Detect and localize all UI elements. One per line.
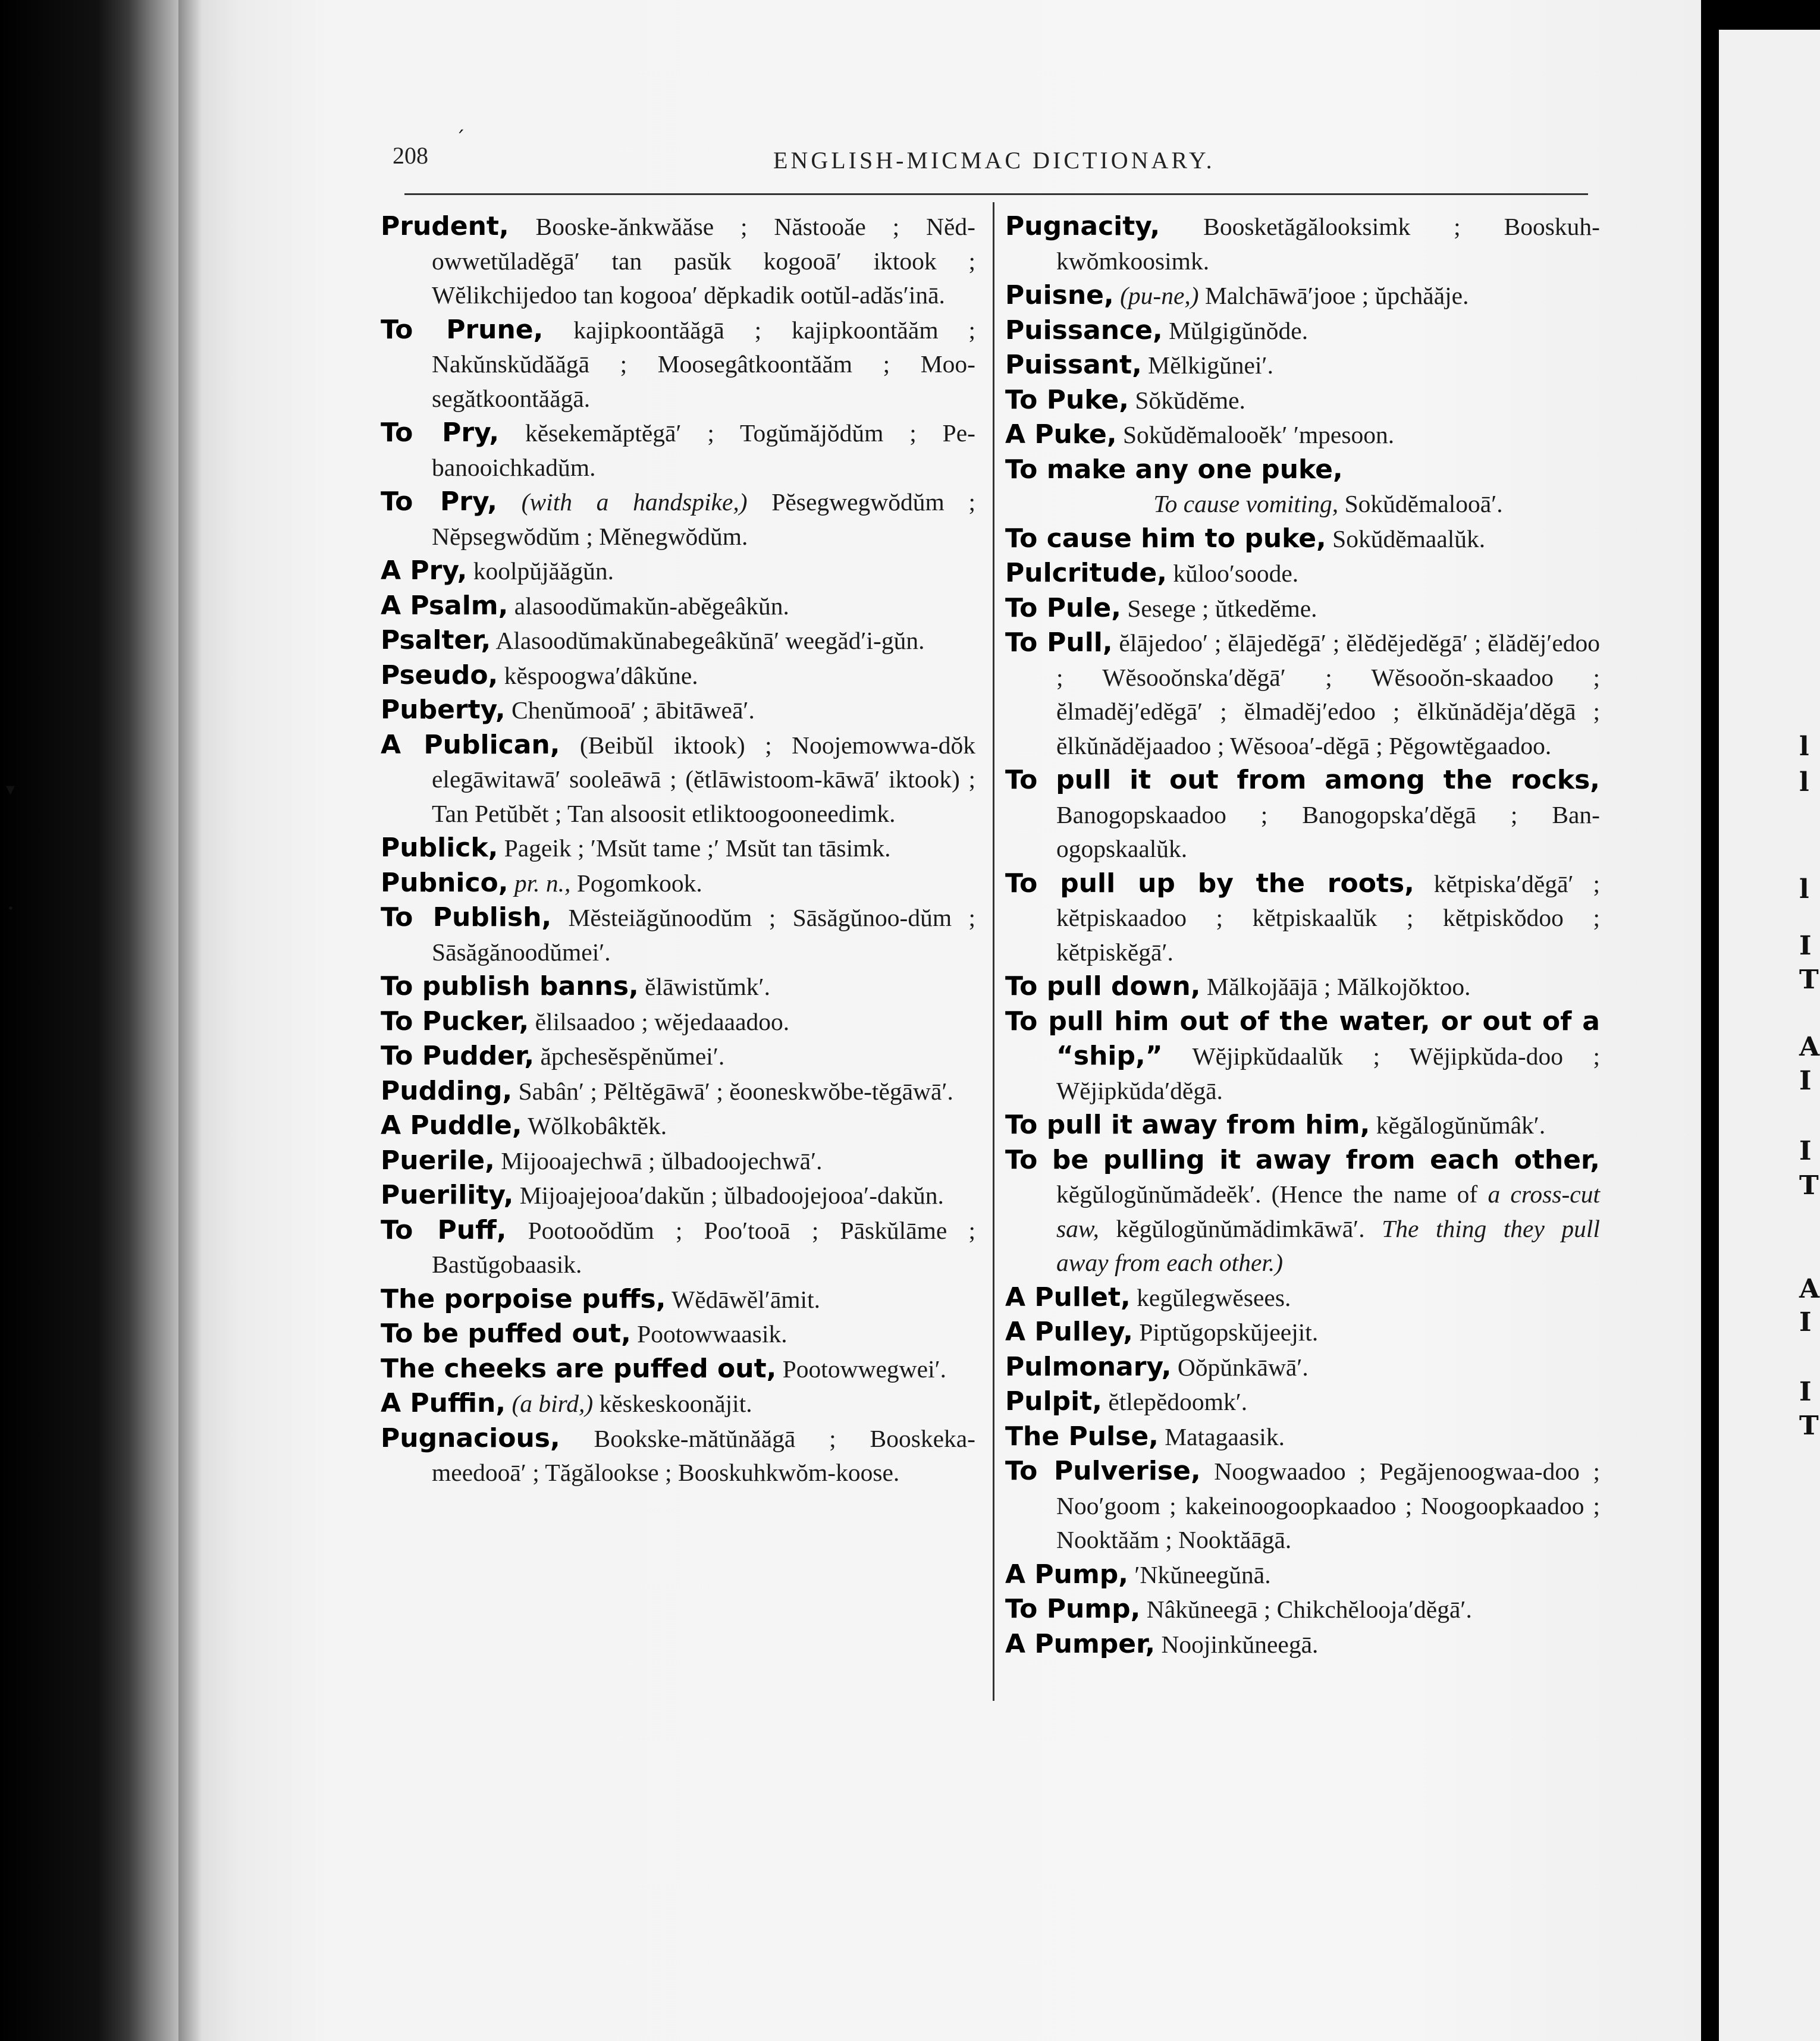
next-page-fragment: I bbox=[1799, 1136, 1812, 1166]
dictionary-entry bbox=[1005, 417, 1600, 453]
definition: Pootowwegwei′. bbox=[776, 1355, 947, 1383]
dictionary-entry bbox=[1005, 1384, 1600, 1420]
header-rule bbox=[404, 193, 1588, 195]
dictionary-entry bbox=[1005, 1350, 1600, 1385]
headword: To make any one puke, bbox=[1005, 454, 1343, 485]
next-page-fragment: l bbox=[1799, 767, 1809, 797]
next-page-fragment: A bbox=[1799, 1274, 1820, 1304]
headword: A Publican, bbox=[381, 729, 560, 760]
definition: Mĕsteiăgŭnoodŭm ; Sāsăgŭnoo-dŭm ; Sāsăgănoodŭmei′. bbox=[432, 904, 975, 966]
dictionary-entry bbox=[381, 623, 975, 658]
page-number: 208 bbox=[393, 142, 428, 169]
definition: Boosketăgălooksimk ; Booskuh-kwŏmkoosimk. bbox=[1056, 213, 1600, 275]
next-page-fragment: A bbox=[1799, 1032, 1820, 1062]
dictionary-entry bbox=[1005, 1280, 1600, 1315]
margin-speck: ▾ bbox=[6, 779, 15, 800]
page-header bbox=[393, 142, 1219, 177]
dictionary-entry bbox=[381, 866, 975, 901]
next-page-fragment: T bbox=[1799, 1411, 1819, 1441]
headword: To Pull, bbox=[1005, 627, 1113, 658]
dictionary-entry bbox=[381, 1317, 975, 1352]
dictionary-entry bbox=[381, 589, 975, 624]
definition: Sokŭdĕmalooā′. bbox=[1338, 490, 1503, 517]
next-page-fragment: l bbox=[1799, 874, 1809, 905]
definition: kegŭlegwĕsees. bbox=[1130, 1283, 1291, 1311]
definition: ĕlājedoo′ ; ĕlājedĕgā′ ; ĕlĕdĕjedĕgā′ ; ĕlădĕj′edoo ; Wĕsooŏnska′dĕgā′ ; Wĕsooŏn-skaadoo ; ĕlmadĕj′edĕgā′ ; ĕlmadĕj′edoo ; ĕlkŭnădĕja′dĕgā ; ĕlkŭnădĕjaadoo ; Wĕsooa′-dĕgā ; Pĕgowtĕgaadoo. bbox=[1056, 629, 1600, 759]
next-page-fragment: I bbox=[1799, 1307, 1812, 1337]
definition: kĕgŭlogŭnŭmădeĕk′. (Hence the name of bbox=[1056, 1180, 1478, 1208]
definition: Bookske-mătŭnăăgā ; Booskeka-meedooā′ ; Tăgălookse ; Booskuhkwŏm-koose. bbox=[432, 1424, 975, 1486]
headword: To Pry, bbox=[381, 486, 497, 517]
dictionary-entry bbox=[1005, 626, 1600, 763]
definition: ′Nkŭneegŭnā. bbox=[1128, 1560, 1271, 1588]
dictionary-entry bbox=[381, 728, 975, 831]
definition: Banogopskaadoo ; Banogopska′dĕgā ; Ban-ogopskaalŭk. bbox=[1056, 800, 1600, 862]
definition: Sŏkŭdĕme. bbox=[1128, 386, 1245, 414]
running-title: ENGLISH-MICMAC DICTIONARY. bbox=[773, 147, 1215, 174]
headword: A Puddle, bbox=[381, 1110, 522, 1141]
dictionary-entry bbox=[1005, 313, 1600, 348]
headword: To Prune, bbox=[381, 314, 544, 345]
dictionary-entry bbox=[1005, 1454, 1600, 1558]
definition: Mĕlkigŭnei′. bbox=[1141, 351, 1273, 379]
headword: Puerility, bbox=[381, 1180, 514, 1210]
definition: Sokŭdĕmalooĕk′ ′mpesoon. bbox=[1116, 421, 1395, 448]
headword: To Pucker, bbox=[381, 1006, 529, 1037]
headword: A Pry, bbox=[381, 555, 467, 586]
dictionary-entry bbox=[381, 1109, 975, 1144]
dictionary-entry bbox=[1005, 522, 1600, 557]
dictionary-entry bbox=[1005, 383, 1600, 418]
dictionary-entry bbox=[1005, 1108, 1600, 1143]
headword: Psalter, bbox=[381, 625, 491, 655]
dictionary-entry bbox=[381, 485, 975, 554]
next-page-fragment: I bbox=[1799, 1066, 1812, 1096]
definition: ăpchesĕspĕnŭmei′. bbox=[534, 1043, 725, 1070]
dictionary-entry bbox=[1005, 1627, 1600, 1662]
headword: To pull it out from among the rocks, bbox=[1005, 765, 1600, 795]
definition: Sabân′ ; Pĕltĕgāwā′ ; ĕooneskwŏbe-tĕgāwā′. bbox=[512, 1077, 953, 1105]
definition: Mălkojăājā ; Mălkojŏktoo. bbox=[1200, 973, 1471, 1000]
usage-note: The thing they pull away from each other.) bbox=[1056, 1214, 1600, 1276]
headword: A Pulley, bbox=[1005, 1317, 1133, 1347]
definition: Piptŭgopskŭjeejit. bbox=[1132, 1318, 1319, 1346]
definition: Malchāwā′jooe ; ŭpchăăje. bbox=[1198, 282, 1469, 309]
definition: Matagaasik. bbox=[1158, 1423, 1285, 1450]
next-page-fragment: l bbox=[1799, 731, 1809, 762]
headword: A Pumper, bbox=[1005, 1628, 1156, 1659]
dictionary-entry bbox=[381, 969, 975, 1004]
headword: Prudent, bbox=[381, 211, 509, 241]
dictionary-entry bbox=[381, 1386, 975, 1421]
dictionary-entry bbox=[1005, 866, 1600, 970]
headword: To pull him out of the water, or out of a “ship,” bbox=[1005, 1006, 1600, 1071]
page-crease-shadow bbox=[178, 0, 202, 2041]
right-column bbox=[1005, 209, 1600, 1662]
usage-note: To cause vomiting, bbox=[1153, 490, 1339, 517]
dictionary-entry bbox=[381, 1004, 975, 1040]
margin-speck: ´ bbox=[455, 127, 465, 151]
headword: To be puffed out, bbox=[381, 1318, 631, 1349]
dictionary-entry bbox=[381, 554, 975, 589]
definition: Mŭlgigŭnŏde. bbox=[1162, 316, 1308, 344]
usage-note: (with a handspike,) bbox=[497, 488, 748, 516]
definition: Alasoodŭmakŭnabegeâkŭnā′ weegăd′i-gŭn. bbox=[491, 627, 925, 654]
headword: To publish banns, bbox=[381, 971, 639, 1001]
definition: Sesege ; ŭtkedĕme. bbox=[1121, 594, 1317, 622]
dictionary-entry bbox=[381, 900, 975, 969]
definition: kajipkoontăăgā ; kajipkoontăăm ; Nakŭnskŭdăăgā ; Moosegâtkoontăăm ; Moo-segătkoontăăgā. bbox=[432, 316, 975, 412]
dictionary-entry bbox=[1005, 1004, 1600, 1109]
headword: Puissant, bbox=[1005, 350, 1142, 380]
dictionary-entry bbox=[1005, 969, 1600, 1004]
definition: Booske-ănkwăăse ; Năstooăe ; Nĕd-owwetŭladĕgā′ tan pasŭk kogooā′ iktook ; Wĕlikchijedoo tan kogooa′ dĕpkadik ootŭl-adăs′inā. bbox=[432, 213, 975, 309]
dictionary-entry bbox=[1005, 1143, 1600, 1280]
dictionary-entry bbox=[1005, 591, 1600, 626]
definition: Pĕsegwegwŏdŭm ; Nĕpsegwŏdŭm ; Mĕnegwŏdŭm. bbox=[432, 488, 975, 550]
dictionary-entry bbox=[381, 1144, 975, 1179]
usage-note: (a bird,) bbox=[506, 1390, 594, 1417]
headword: The Pulse, bbox=[1005, 1421, 1159, 1452]
definition: kĕskeskoonăjit. bbox=[593, 1390, 752, 1417]
dictionary-entry bbox=[1005, 1420, 1600, 1455]
dictionary-entry bbox=[381, 416, 975, 485]
dictionary-entry bbox=[1005, 1558, 1600, 1593]
headword: Pudding, bbox=[381, 1075, 513, 1106]
definition: Pootowwaasik. bbox=[630, 1320, 787, 1348]
headword: Puissance, bbox=[1005, 315, 1163, 346]
headword: To cause him to puke, bbox=[1005, 523, 1326, 554]
headword: To Pry, bbox=[381, 417, 500, 448]
dictionary-entry bbox=[381, 1282, 975, 1317]
headword: The cheeks are puffed out, bbox=[381, 1353, 777, 1384]
headword: A Pullet, bbox=[1005, 1282, 1131, 1312]
dictionary-entry bbox=[1005, 278, 1600, 313]
definition: (Beibŭl iktook) ; Noojemowwa-dŏk elegāwitawā′ sooleāwā ; (ĕtlāwistoom-kāwā′ iktook) ; Tan Petŭbĕt ; Tan alsoosit etliktoogooneedimk. bbox=[432, 731, 975, 827]
headword: To Pudder, bbox=[381, 1041, 535, 1071]
headword: To pull it away from him, bbox=[1005, 1110, 1370, 1140]
dictionary-entry bbox=[1005, 1315, 1600, 1350]
dictionary-entry bbox=[1005, 209, 1600, 278]
dictionary-entry bbox=[381, 1039, 975, 1074]
definition: Oŏpŭnkāwā′. bbox=[1171, 1353, 1308, 1381]
definition: Wĕdāwĕl′āmit. bbox=[666, 1285, 820, 1313]
next-page-fragment: T bbox=[1799, 1170, 1819, 1201]
definition: Wĕjipkŭdaalŭk ; Wĕjipkŭda-doo ; Wĕjipkŭda′dĕgā. bbox=[1056, 1043, 1600, 1104]
dictionary-entry bbox=[381, 313, 975, 416]
headword: To Pule, bbox=[1005, 592, 1121, 623]
definition: Noogwaadoo ; Pegăjenoogwaa-doo ; Noo′goom ; kakeinoogoopkaadoo ; Noogoopkaadoo ; Nooktăăm ; Nooktăāgā. bbox=[1056, 1458, 1600, 1553]
headword: A Puke, bbox=[1005, 419, 1117, 450]
margin-speck: • bbox=[7, 901, 14, 915]
definition: kĕspoogwa′dâkŭne. bbox=[498, 661, 698, 689]
headword: To Pump, bbox=[1005, 1594, 1141, 1624]
definition: Noojinkŭneegā. bbox=[1155, 1630, 1319, 1658]
dictionary-entry bbox=[381, 1352, 975, 1387]
dictionary-entry bbox=[1005, 453, 1600, 522]
definition: kĕtpiska′dĕgā′ ; kĕtpiskaadoo ; kĕtpiskaalŭk ; kĕtpiskŏdoo ; kĕtpiskĕgā′. bbox=[1056, 869, 1601, 966]
headword: Pugnacious, bbox=[381, 1423, 560, 1453]
definition: Wŏlkobâktĕk. bbox=[522, 1112, 667, 1139]
definition: Chenŭmooā′ ; ābitāweā′. bbox=[505, 696, 755, 724]
headword: Pseudo, bbox=[381, 660, 498, 690]
dictionary-entry bbox=[381, 658, 975, 693]
headword: To pull down, bbox=[1005, 971, 1201, 1001]
definition: kĕsekemăptĕgā′ ; Togŭmăjŏdŭm ; Pe-banooichkadŭm. bbox=[432, 419, 975, 481]
headword: To Publish, bbox=[381, 902, 552, 932]
headword: To Puff, bbox=[381, 1214, 507, 1245]
headword: To Puke, bbox=[1005, 384, 1129, 415]
headword: Puerile, bbox=[381, 1145, 495, 1176]
usage-note: pr. n., bbox=[508, 869, 571, 897]
definition: kĕgălogŭnŭmâk′. bbox=[1370, 1111, 1546, 1139]
headword: Pulcritude, bbox=[1005, 558, 1167, 588]
headword: The porpoise puffs, bbox=[381, 1283, 666, 1314]
headword: Pulmonary, bbox=[1005, 1351, 1172, 1382]
definition: Mijooajechwā ; ŭlbadoojechwā′. bbox=[494, 1147, 823, 1175]
headword: A Psalm, bbox=[381, 590, 509, 621]
usage-note: (pu-ne,) bbox=[1113, 282, 1199, 309]
headword: To pull up by the roots, bbox=[1005, 868, 1414, 899]
definition: Nâkŭneegā ; Chikchĕlooja′dĕgā′. bbox=[1140, 1596, 1472, 1623]
headword: To Pulverise, bbox=[1005, 1456, 1201, 1486]
dictionary-entry bbox=[1005, 763, 1600, 866]
headword: Pugnacity, bbox=[1005, 211, 1160, 241]
dictionary-entry bbox=[1005, 1592, 1600, 1627]
definition: Pogomkook. bbox=[570, 869, 702, 897]
definition: ĕlilsaadoo ; wĕjedaaadoo. bbox=[529, 1007, 790, 1035]
next-page-fragment: I bbox=[1799, 1377, 1812, 1407]
definition: Pootooŏdŭm ; Poo′tooā ; Pāskŭlāme ; Bastŭgobaasik. bbox=[432, 1216, 975, 1278]
headword: Puisne, bbox=[1005, 280, 1114, 310]
next-page-fragment: I bbox=[1799, 931, 1812, 961]
definition: kĕgŭlogŭnŭmădimkāwā′. bbox=[1099, 1214, 1365, 1242]
dictionary-entry bbox=[1005, 348, 1600, 383]
column-divider bbox=[993, 202, 994, 1701]
headword: To be pulling it away from each other, bbox=[1005, 1144, 1600, 1175]
dictionary-entry bbox=[381, 831, 975, 866]
dictionary-entry bbox=[381, 1074, 975, 1109]
dictionary-entry bbox=[381, 1178, 975, 1213]
definition: Pageik ; ′Msŭt tame ;′ Msŭt tan tāsimk. bbox=[498, 834, 891, 862]
definition: ĕlāwistŭmk′. bbox=[638, 973, 770, 1000]
definition: Mijoajejooa′dakŭn ; ŭlbadoojejooa′-dakŭn. bbox=[513, 1182, 944, 1209]
book-spine-shadow bbox=[0, 0, 178, 2041]
headword: Pubnico, bbox=[381, 867, 509, 898]
headword: A Pump, bbox=[1005, 1559, 1129, 1590]
definition: ĕtlepĕdoomk′. bbox=[1102, 1388, 1248, 1415]
dictionary-entry bbox=[1005, 556, 1600, 591]
definition: kŭloo′soode. bbox=[1166, 560, 1299, 587]
headword: Publick, bbox=[381, 833, 498, 863]
dictionary-entry bbox=[381, 209, 975, 313]
headword: Pulpit, bbox=[1005, 1386, 1102, 1417]
dictionary-entry bbox=[381, 1421, 975, 1490]
definition: koolpŭjăăgŭn. bbox=[467, 557, 614, 585]
dictionary-entry bbox=[381, 1213, 975, 1282]
definition: alasoodŭmakŭn-abĕgeâkŭn. bbox=[508, 592, 789, 620]
headword: A Puffin, bbox=[381, 1388, 506, 1418]
dictionary-entry bbox=[381, 693, 975, 728]
usage-note: a cross-cut saw, bbox=[1056, 1180, 1600, 1242]
left-column bbox=[381, 209, 975, 1490]
definition: Sokŭdĕmaalŭk. bbox=[1326, 525, 1486, 552]
next-page-fragment: T bbox=[1799, 965, 1819, 995]
headword: Puberty, bbox=[381, 695, 506, 725]
